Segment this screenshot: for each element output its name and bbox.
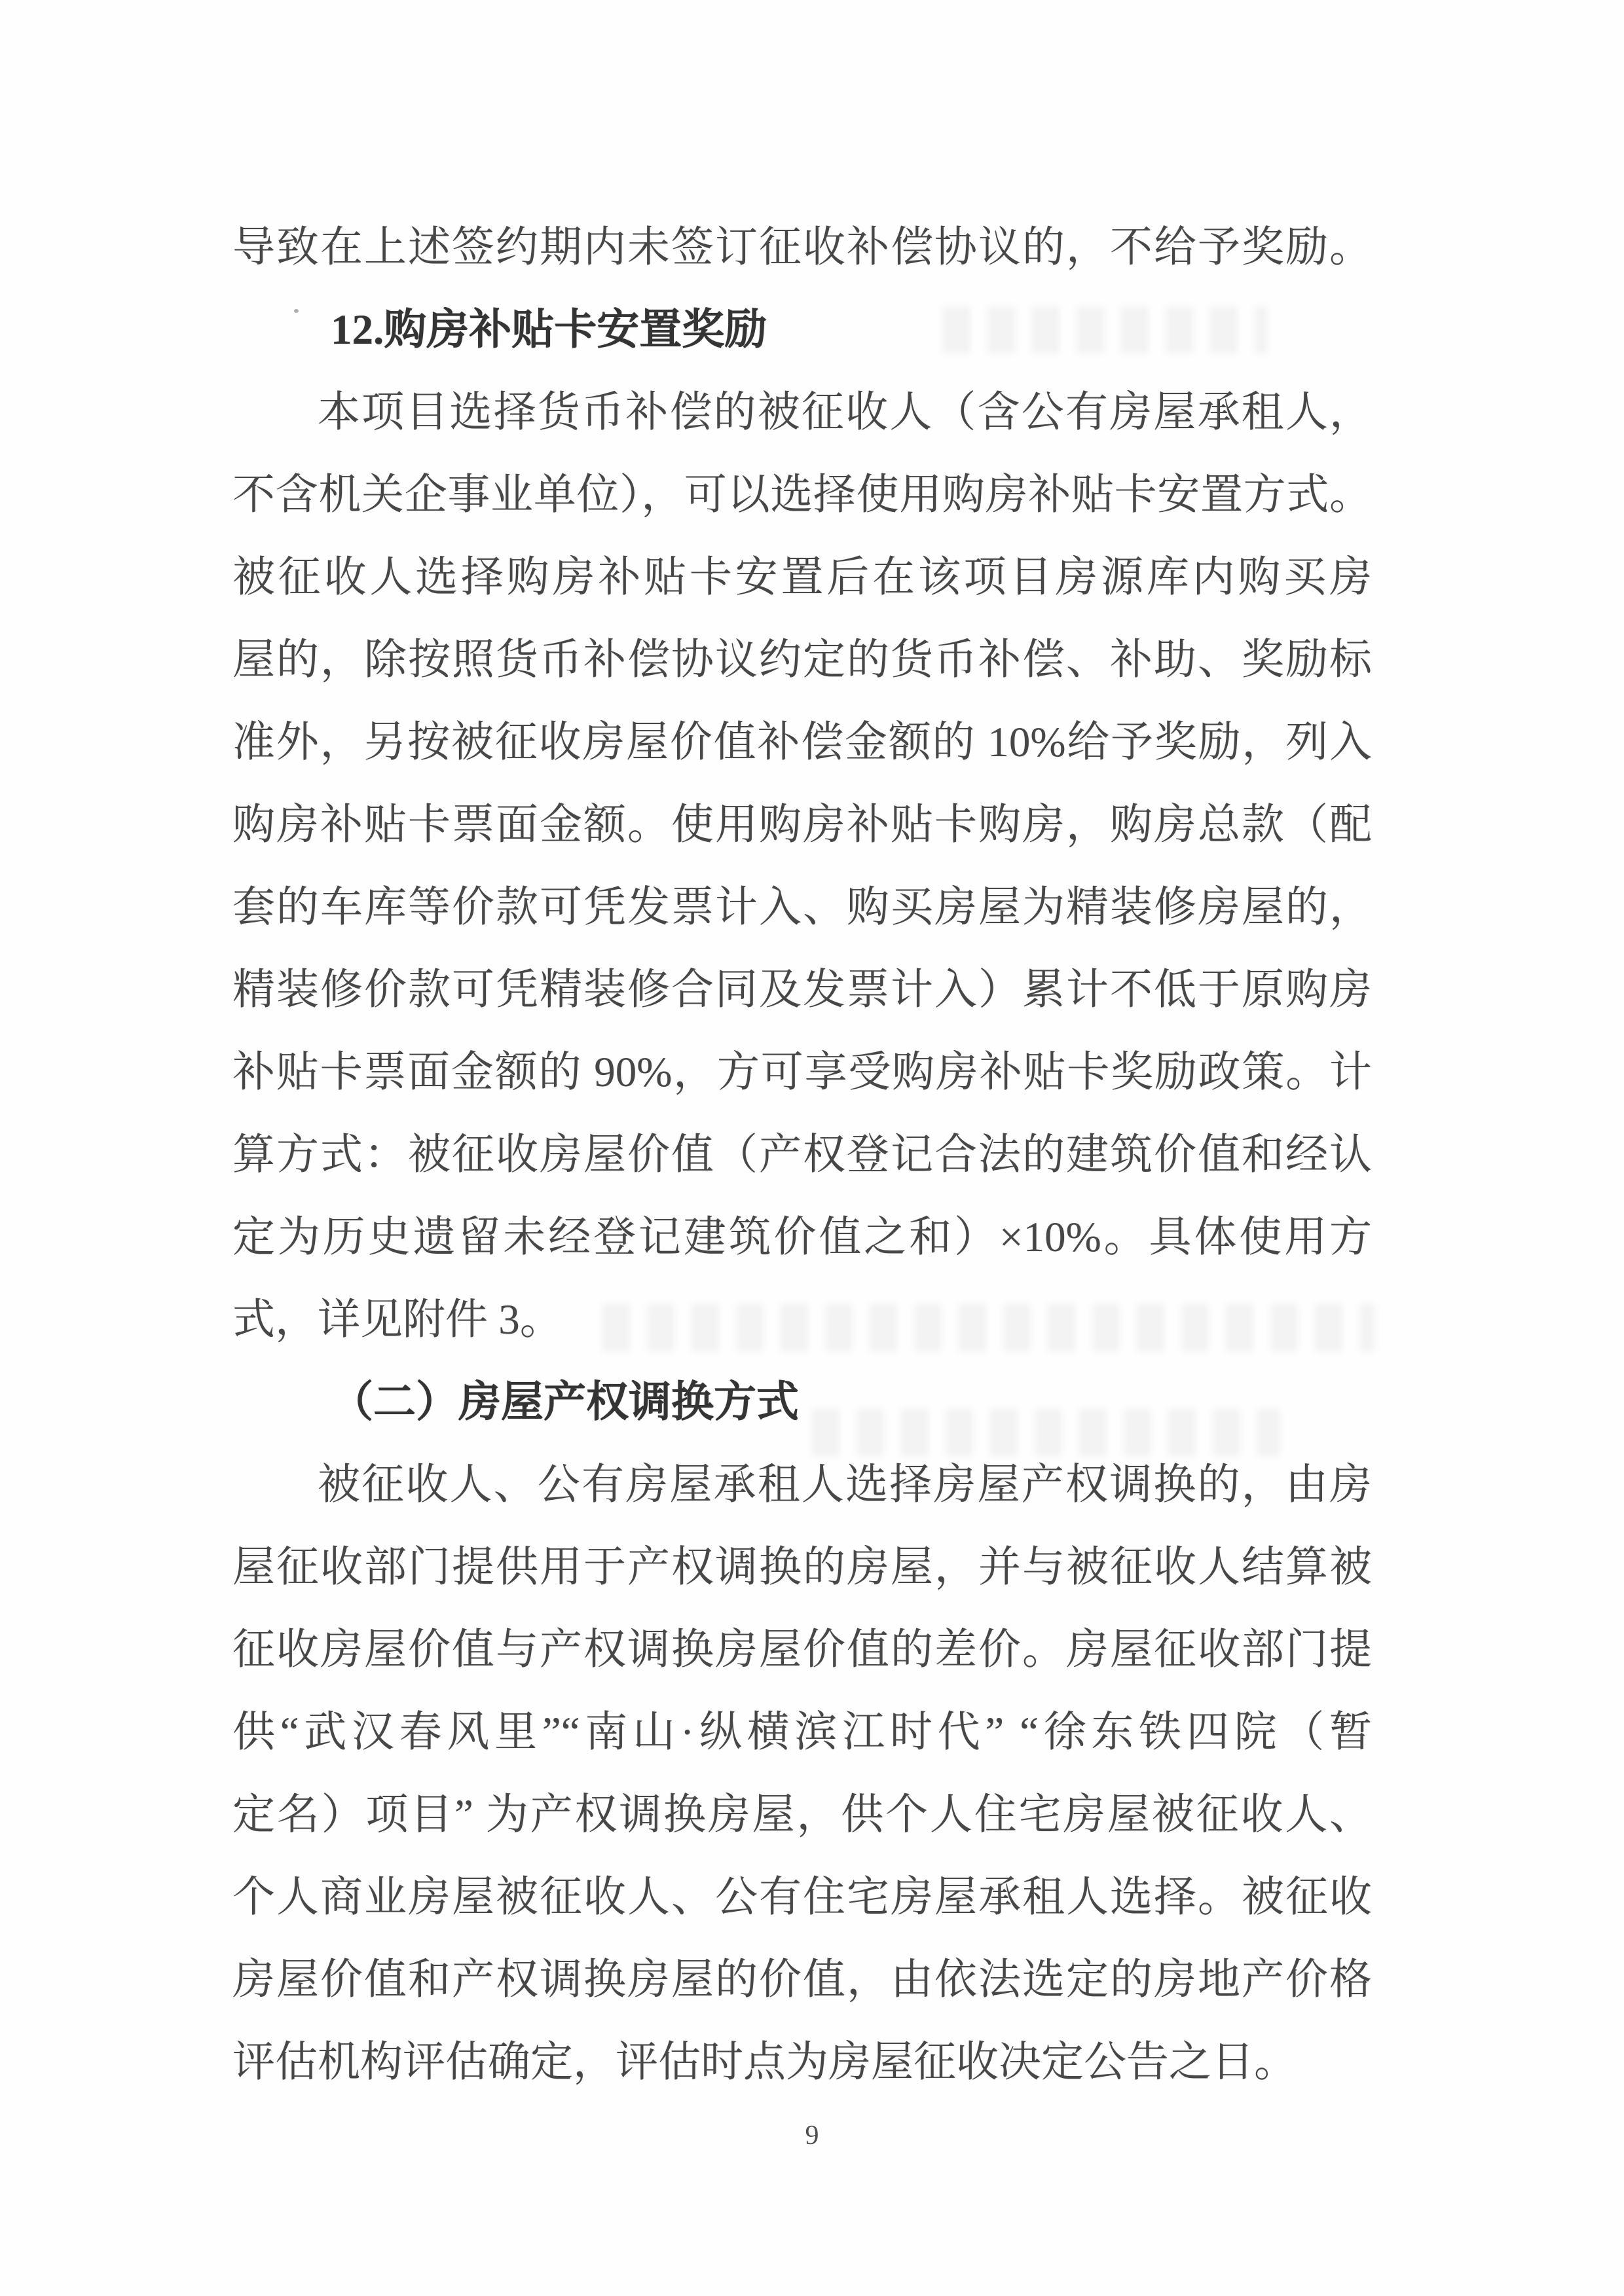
text-line: 定名）项目” 为产权调换房屋，供个人住宅房屋被征收人、 <box>232 1791 1372 1838</box>
bleed-through-artifact <box>812 1409 1280 1456</box>
text-line: 套的车库等价款可凭发票计入、购买房屋为精装修房屋的， <box>232 884 1372 931</box>
text-line: 不含机关企事业单位），可以选择使用购房补贴卡安置方式。 <box>232 471 1372 519</box>
text-line: 个人商业房屋被征收人、公有住宅房屋承租人选择。被征收 <box>232 1874 1372 1921</box>
section-heading-line: 12.购房补贴卡安置奖励 <box>331 306 767 354</box>
text-line: 被征收人、公有房屋承租人选择房屋产权调换的，由房 <box>318 1461 1372 1508</box>
page-number: 9 <box>805 2121 819 2151</box>
text-line: 购房补贴卡票面金额。使用购房补贴卡购房，购房总款（配 <box>232 801 1372 848</box>
text-line: 供“武汉春风里”“南山·纵横滨江时代” “徐东铁四院（暂 <box>232 1709 1372 1756</box>
text-line: 本项目选择货币补偿的被征收人（含公有房屋承租人， <box>318 389 1372 436</box>
bleed-through-artifact <box>602 1304 1375 1351</box>
text-line: 式，详见附件 3。 <box>232 1296 563 1343</box>
text-line: 征收房屋价值与产权调换房屋价值的差价。房屋征收部门提 <box>232 1626 1372 1673</box>
text-line: 被征收人选择购房补贴卡安置后在该项目房源库内购买房 <box>232 554 1372 601</box>
bleed-through-artifact <box>943 306 1267 354</box>
text-line: 屋的，除按照货币补偿协议约定的货币补偿、补助、奖励标 <box>232 636 1372 683</box>
text-line: 准外，另按被征收房屋价值补偿金额的 10%给予奖励，列入 <box>232 719 1372 766</box>
text-line: 评估机构评估确定，评估时点为房屋征收决定公告之日。 <box>232 2039 1297 2086</box>
document-body <box>232 206 1372 2104</box>
text-line: 房屋价值和产权调换房屋的价值，由依法选定的房地产价格 <box>232 1956 1372 2003</box>
text-line: 算方式：被征收房屋价值（产权登记合法的建筑价值和经认 <box>232 1131 1372 1178</box>
text-line: 补贴卡票面金额的 90%，方可享受购房补贴卡奖励政策。计 <box>232 1049 1372 1096</box>
text-line: 屋征收部门提供用于产权调换的房屋，并与被征收人结算被 <box>232 1544 1372 1591</box>
text-line: 导致在上述签约期内未签订征收补偿协议的，不给予奖励。 <box>232 224 1372 271</box>
text-line: 定为历史遗留未经登记建筑价值之和）×10%。具体使用方 <box>232 1214 1372 1261</box>
scan-speck-artifact <box>294 309 299 313</box>
section-heading-line: （二）房屋产权调换方式 <box>331 1379 800 1426</box>
text-line: 精装修价款可凭精装修合同及发票计入）累计不低于原购房 <box>232 966 1372 1013</box>
